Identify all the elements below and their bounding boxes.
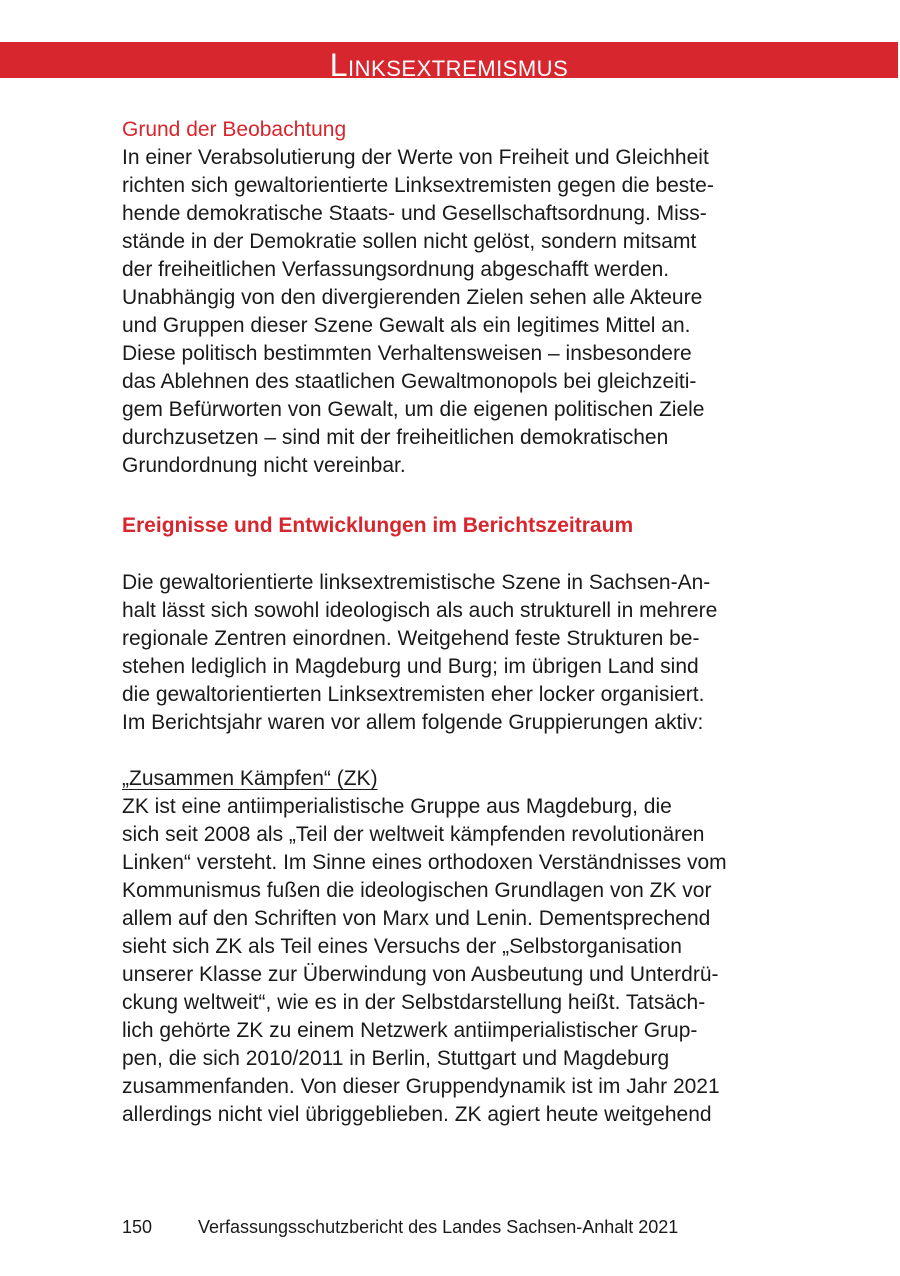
subsection-heading <box>122 765 727 793</box>
paragraph-line: das Ablehnen des staatlichen Gewaltmonopols bei gleichzeiti- <box>122 370 697 393</box>
paragraph-line: Im Berichtsjahr waren vor allem folgende Gruppierungen aktiv: <box>122 711 704 734</box>
subsection-heading-text: „Zusammen Kämpfen“ (ZK) <box>122 767 378 790</box>
paragraph-line: unserer Klasse zur Überwindung von Ausbeutung und Unterdrü- <box>122 963 719 986</box>
paragraph-line: regionale Zentren einordnen. Weitgehend feste Strukturen be- <box>122 627 700 650</box>
paragraph-line: stände in der Demokratie sollen nicht gelöst, sondern mitsamt <box>122 230 697 253</box>
paragraph-line: richten sich gewaltorientierte Linksextremisten gegen die beste- <box>122 174 714 197</box>
paragraph-line: und Gruppen dieser Szene Gewalt als ein legitimes Mittel an. <box>122 314 691 337</box>
section-ereignisse-paragraph <box>122 569 717 737</box>
page-number: 150 <box>122 1217 153 1237</box>
paragraph-line: sieht sich ZK als Teil eines Versuchs der „Selbstorganisation <box>122 935 682 958</box>
section-ereignisse-heading-block <box>122 512 633 540</box>
paragraph-line: Linken“ versteht. Im Sinne eines orthodoxen Verständnisses vom <box>122 851 727 874</box>
paragraph-line: In einer Verabsolutierung der Werte von Freiheit und Gleichheit <box>122 146 709 169</box>
paragraph-line: Kommunismus fußen die ideologischen Grundlagen von ZK vor <box>122 879 712 902</box>
paragraph-line: Unabhängig von den divergierenden Zielen sehen alle Akteure <box>122 286 703 309</box>
section-heading: Grund der Beobachtung <box>122 118 347 141</box>
paragraph-line: stehen lediglich in Magdeburg und Burg; im übrigen Land sind <box>122 655 699 678</box>
paragraph-line: ckung weltweit“, wie es in der Selbstdarstellung heißt. Tatsäch- <box>122 991 706 1014</box>
paragraph-line: Diese politisch bestimmten Verhaltensweisen – insbesondere <box>122 342 692 365</box>
chapter-title: Linksextremismus <box>329 47 569 83</box>
paragraph-line: sich seit 2008 als „Teil der weltweit kämpfenden revolutionären <box>122 823 705 846</box>
paragraph-line: zusammenfanden. Von dieser Gruppendynamik ist im Jahr 2021 <box>122 1075 720 1098</box>
section-heading: Ereignisse und Entwicklungen im Berichtszeitraum <box>122 514 634 537</box>
paragraph-line: die gewaltorientierten Linksextremisten eher locker organisiert. <box>122 683 705 706</box>
paragraph-line: der freiheitlichen Verfassungsordnung abgeschafft werden. <box>122 258 670 281</box>
paragraph-line: halt lässt sich sowohl ideologisch als auch strukturell in mehrere <box>122 599 718 622</box>
section-grund-der-beobachtung <box>122 116 714 480</box>
paragraph-line: Die gewaltorientierte linksextremistische Szene in Sachsen-An- <box>122 571 711 594</box>
paragraph-line: pen, die sich 2010/2011 in Berlin, Stuttgart und Magdeburg <box>122 1047 670 1070</box>
paragraph-line: gem Befürworten von Gewalt, um die eigenen politischen Ziele <box>122 398 705 421</box>
chapter-banner <box>0 42 898 83</box>
paragraph-line: durchzusetzen – sind mit der freiheitlichen demokratischen <box>122 426 669 449</box>
paragraph-line: allem auf den Schriften von Marx und Lenin. Dementsprechend <box>122 907 711 930</box>
paragraph-line: allerdings nicht viel übriggeblieben. ZK agiert heute weitgehend <box>122 1103 712 1126</box>
paragraph-line: ZK ist eine antiimperialistische Gruppe aus Magdeburg, die <box>122 795 672 818</box>
paragraph-line: Grundordnung nicht vereinbar. <box>122 454 406 477</box>
paragraph-line: lich gehörte ZK zu einem Netzwerk antiimperialistischer Grup- <box>122 1019 698 1042</box>
section-zusammen-kaempfen <box>122 765 727 1129</box>
publication-title: Verfassungsschutzbericht des Landes Sachsen-Anhalt 2021 <box>198 1217 679 1237</box>
paragraph-line: hende demokratische Staats- und Gesellschaftsordnung. Miss- <box>122 202 707 225</box>
